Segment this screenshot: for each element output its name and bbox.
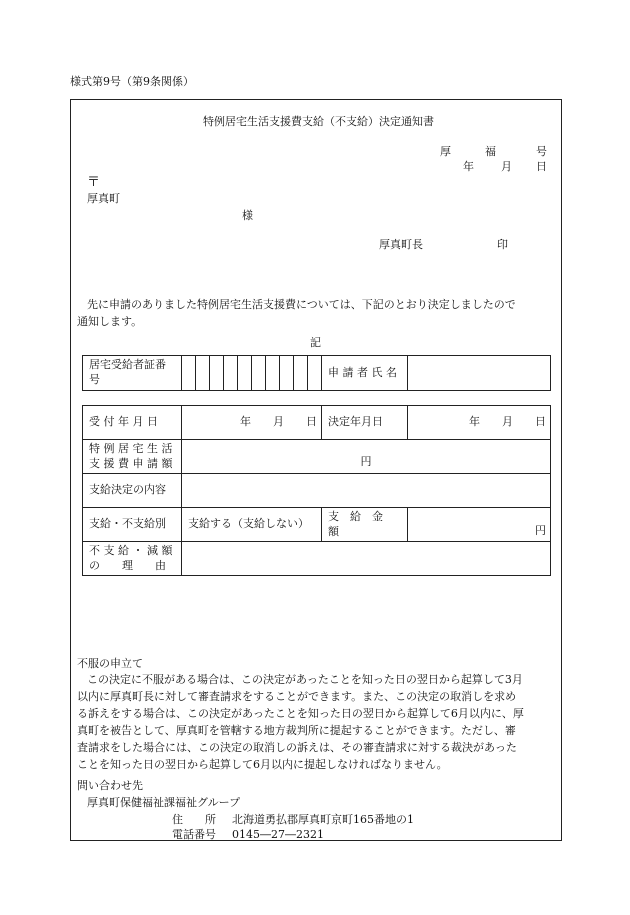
cert-digit-cell[interactable]	[224, 356, 238, 390]
decision-content-field[interactable]	[182, 474, 551, 508]
requested-amount-label-line2: 支 援 費 申 請 額	[89, 456, 173, 470]
postal-mark: 〒	[87, 175, 101, 190]
objection-heading: 不服の申立て	[77, 657, 143, 670]
contact-department: 厚真町保健福祉課福祉グループ	[87, 796, 241, 809]
intro-line-1: 先に申請のありました特例居宅生活支援費については、下記のとおり決定しましたので	[87, 298, 516, 311]
contact-address-value: 北海道勇払郡厚真町京町165番地の1	[232, 813, 414, 826]
date-month: 月	[501, 160, 512, 173]
cert-digit-cell[interactable]	[196, 356, 210, 390]
cert-number-label: 居宅受給者証番号	[83, 356, 182, 391]
requested-amount-label	[83, 440, 182, 474]
payment-amount-field[interactable]	[408, 508, 551, 542]
objection-line: この決定に不服がある場合は、この決定があったことを知った日の翌日から起算して3月	[87, 673, 523, 686]
decision-content-label: 支給決定の内容	[83, 474, 182, 508]
applicant-name-field[interactable]	[408, 356, 551, 391]
contact-phone-label: 電話番号	[172, 828, 216, 841]
reason-label-line2: の 理 由	[89, 558, 166, 572]
date-year: 年	[463, 160, 474, 173]
form-number: 様式第9号（第9条関係）	[70, 75, 194, 88]
decision-table	[82, 405, 551, 576]
document-title: 特例居宅生活支援費支給（不支給）決定通知書	[203, 115, 434, 128]
receipt-date-label: 受 付 年 月 日	[83, 406, 182, 440]
objection-line: ことを知った日の翌日から起算して6月以内に提起しなければなりません。	[77, 758, 448, 771]
payment-amount-label: 支 給 金 額	[322, 508, 408, 542]
recipient-address: 厚真町	[87, 192, 120, 205]
doc-number-a: 厚	[440, 145, 451, 158]
cert-digit-cell[interactable]	[210, 356, 224, 390]
decision-date-label: 決定年月日	[322, 406, 408, 440]
certificate-table	[82, 355, 551, 391]
intro-line-2: 通知します。	[77, 315, 143, 328]
requested-amount-field[interactable]	[182, 440, 551, 474]
contact-address-label: 住 所	[172, 813, 216, 826]
objection-line: 以内に厚真町長に対して審査請求をすることができます。また、この決定の取消しを求め	[77, 690, 517, 703]
cert-digit-cell[interactable]	[280, 356, 294, 390]
payment-type-label: 支給・不支給別	[83, 508, 182, 542]
cert-digit-cell[interactable]	[266, 356, 280, 390]
contact-phone-value: 0145―27―2321	[232, 828, 324, 841]
recipient-honorific: 様	[242, 209, 253, 222]
cert-digit-cell[interactable]	[238, 356, 252, 390]
receipt-date-field[interactable]: 年 月 日	[182, 406, 322, 440]
doc-number-b: 福	[485, 145, 496, 158]
doc-number-c: 号	[536, 145, 547, 158]
reason-field[interactable]	[182, 542, 551, 576]
requested-amount-label-line1: 特 例 居 宅 生 活	[89, 441, 173, 455]
cert-digit-cell[interactable]	[252, 356, 266, 390]
contact-heading: 問い合わせ先	[77, 779, 143, 792]
objection-line: 査請求をした場合には、この決定の取消しの訴えは、その審査請求に対する裁決があった	[77, 741, 517, 754]
date-day: 日	[536, 160, 547, 173]
issuer-name: 厚真町長	[379, 238, 423, 251]
payment-type-value[interactable]: 支給する（支給しない）	[182, 508, 322, 542]
ki-heading: 記	[310, 336, 321, 349]
objection-line: 真町を被告として、厚真町を管轄する地方裁判所に提起することができます。ただし、審	[77, 724, 516, 737]
yen-unit: 円	[535, 524, 546, 538]
cert-digit-cell[interactable]	[308, 356, 321, 390]
decision-date-field[interactable]: 年 月 日	[408, 406, 551, 440]
applicant-name-label: 申 請 者 氏 名	[322, 356, 408, 391]
reason-label-line1: 不 支 給 ・ 減 額	[89, 543, 173, 557]
cert-digit-cell[interactable]	[182, 356, 196, 390]
cert-digit-cell[interactable]	[294, 356, 308, 390]
yen-unit: 円	[360, 455, 372, 469]
reason-label	[83, 542, 182, 576]
objection-line: る訴えをする場合は、この決定があったことを知った日の翌日から起算して6月以内に、厚	[77, 707, 524, 720]
cert-number-cells[interactable]	[182, 356, 322, 391]
seal-mark: 印	[497, 238, 508, 251]
